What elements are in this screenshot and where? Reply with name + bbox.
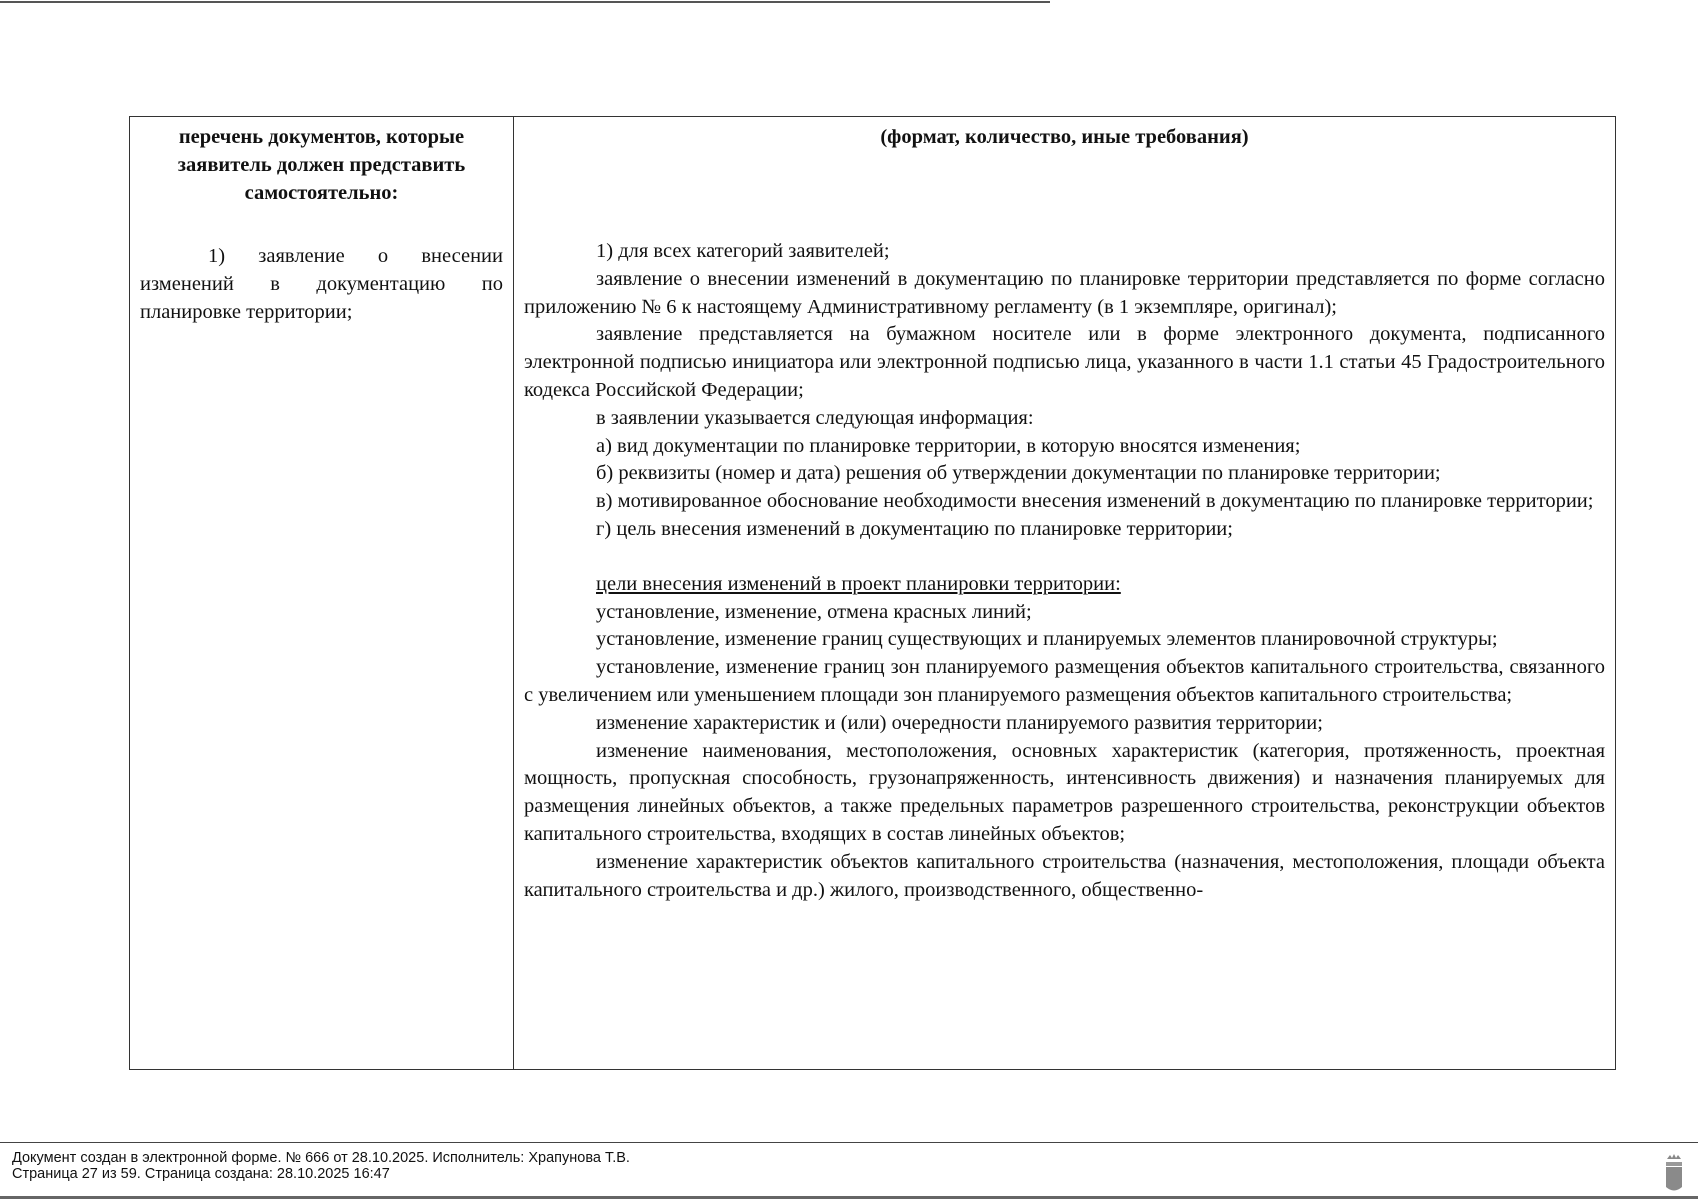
requirement-paragraph: б) реквизиты (номер и дата) решения об утверждении документации по планировке территории; <box>596 462 1441 485</box>
requirement-paragraph: в заявлении указывается следующая информация: <box>596 406 1034 429</box>
requirement-paragraph: 1) для всех категорий заявителей; <box>596 240 890 262</box>
paragraph-spacer <box>524 544 1605 571</box>
goal-paragraph: установление, изменение границ зон планируемого размещения объектов капитального строительства, связанного с увеличением или уменьшением площади зон планируемого размещения объектов капитального строительства; <box>524 656 1605 706</box>
goal-paragraph: изменение характеристик и (или) очередности планируемого развития территории; <box>596 711 1323 734</box>
table-column-requirements <box>514 117 1615 1069</box>
scan-edge-top <box>0 1 1050 3</box>
requirement-paragraph: в) мотивированное обоснование необходимости внесения изменений в документацию по планировке территории; <box>596 490 1594 513</box>
requirement-paragraph: г) цель внесения изменений в документацию по планировке территории; <box>596 517 1233 540</box>
goal-paragraph: установление, изменение, отмена красных линий; <box>596 600 1032 623</box>
footer-page-info: Страница 27 из 59. Страница создана: 28.10.2025 16:47 <box>12 1166 390 1182</box>
document-footer <box>0 1142 1698 1200</box>
requirements-table <box>129 116 1616 1070</box>
requirements-body <box>524 238 1605 904</box>
left-item-application: 1) заявление о внесении изменений в документацию по планировке территории; <box>140 245 503 323</box>
right-column-header: (формат, количество, иные требования) <box>880 126 1249 148</box>
requirement-paragraph: заявление представляется на бумажном носителе или в форме электронного документа, подписанного электронной подписью инициатора или электронной подписью лица, указанного в части 1.1 статьи 45 Градостроительного кодекса Российской Федерации; <box>524 323 1605 401</box>
goal-paragraph: изменение наименования, местоположения, основных характеристик (категория, протяженность, проектная мощность, пропускная способность, грузонапряженность, интенсивность движения) и назначения планируемых для размещения линейных объектов, а также предельных параметров разрешенного строительства, реконструкции объектов капитального строительства, входящих в состав линейных объектов; <box>524 739 1605 845</box>
footer-document-info: Документ создан в электронной форме. № 666 от 28.10.2025. Исполнитель: Храпунова Т.В. <box>12 1150 630 1166</box>
requirement-paragraph: а) вид документации по планировке территории, в которую вносятся изменения; <box>596 434 1301 457</box>
left-column-header: перечень документов, которые заявитель должен представить самостоятельно: <box>177 126 466 204</box>
goals-heading <box>524 571 1605 599</box>
scan-edge-bottom <box>0 1196 1698 1199</box>
coat-of-arms-icon <box>1664 1153 1684 1195</box>
requirement-paragraph: заявление о внесении изменений в документацию по планировке территории представляется по форме согласно приложению № 6 к настоящему Административному регламенту (в 1 экземпляре, оригинал); <box>524 267 1605 318</box>
goals-heading-text: цели внесения изменений в проект планировки территории: <box>596 572 1121 595</box>
goal-paragraph: установление, изменение границ существующих и планируемых элементов планировочной структуры; <box>596 628 1498 651</box>
goal-paragraph: изменение характеристик объектов капитального строительства (назначения, местоположения, площади объекта капитального строительства и др.) жилого, производственного, общественно- <box>524 850 1605 901</box>
table-column-documents <box>130 117 514 1069</box>
